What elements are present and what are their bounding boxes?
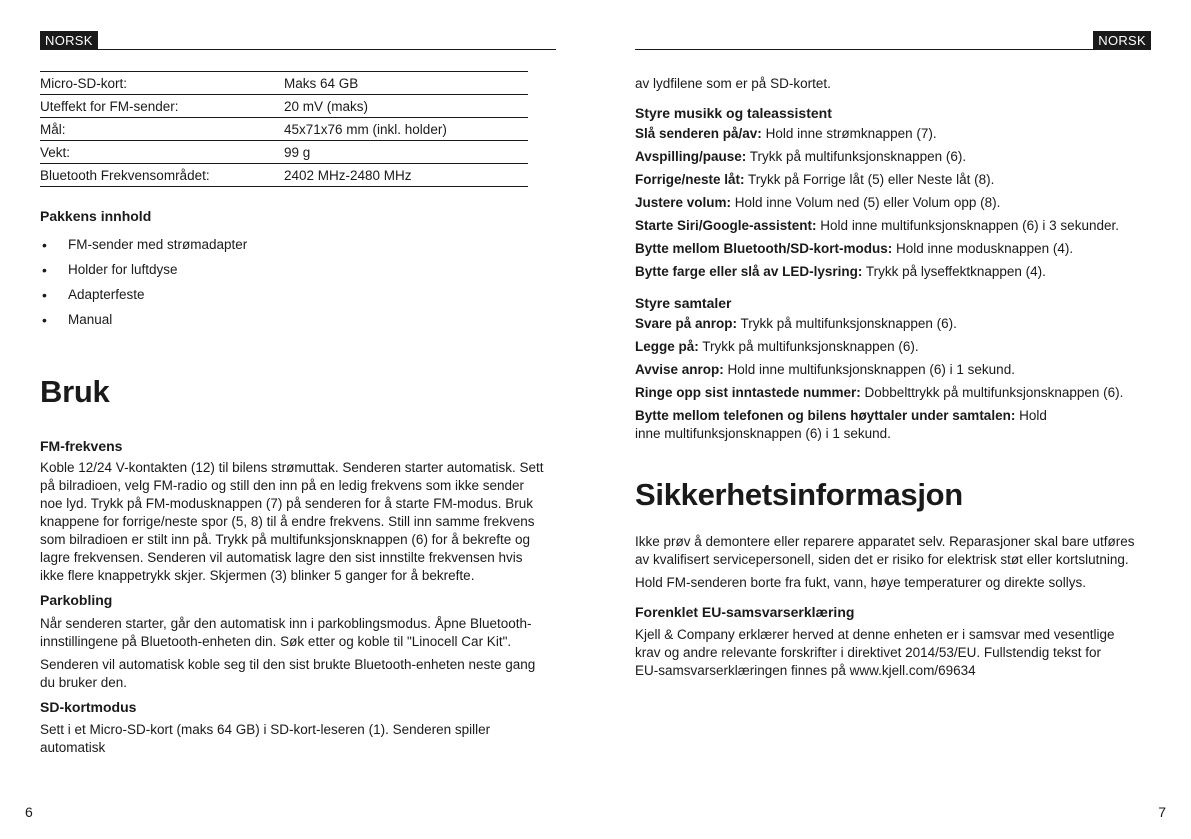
item-label: Bytte mellom telefonen og bilens høyttaler under samtalen:: [635, 408, 1016, 423]
list-item: [635, 315, 1150, 333]
item-text: Trykk på multifunksjonsknappen (6).: [698, 339, 919, 354]
header-rule: [40, 49, 556, 50]
table-row: [40, 118, 528, 141]
language-tag: NORSK: [1093, 31, 1151, 50]
table-row: [40, 141, 528, 164]
list-item: [635, 407, 1055, 443]
sd-title: SD-kortmodus: [40, 699, 137, 715]
eu-text: Kjell & Company erklærer herved at denne enheten er i samsvar med vesentlige krav og andre relevante forskrifter i direktivet 2014/53/EU. Fullstendig tekst for EU-samsvarserklæringen finnes på www.kjell.com/69634: [635, 627, 1115, 678]
item-text: Dobbelttrykk på multifunksjonsknappen (6).: [860, 385, 1124, 400]
calls-title: Styre samtaler: [635, 295, 732, 311]
item-label: Legge på:: [635, 339, 699, 354]
spec-value: 2402 MHz-2480 MHz: [284, 164, 528, 187]
page-number: 7: [1158, 804, 1166, 820]
item-label: Bytte farge eller slå av LED-lysring:: [635, 264, 863, 279]
parking-text-2: Senderen vil automatisk koble seg til den sist brukte Bluetooth-enheten neste gang du bruker den.: [40, 657, 536, 690]
list-item: [635, 148, 1150, 166]
list-item: [635, 361, 1150, 379]
language-tag: NORSK: [40, 31, 98, 50]
page-number: 6: [25, 804, 33, 820]
package-list: [40, 236, 550, 336]
list-item: [635, 125, 1150, 143]
fm-title: FM-frekvens: [40, 438, 123, 454]
table-row: [40, 72, 528, 95]
bullet-icon: •: [42, 237, 47, 253]
list-item: [635, 194, 1150, 212]
right-page: [596, 0, 1191, 839]
item-text: Hold inne multifunksjonsknappen (6) i 1 sekund.: [723, 362, 1015, 377]
spec-table: [40, 71, 528, 187]
item-label: Avspilling/pause:: [635, 149, 747, 164]
spec-value: 20 mV (maks): [284, 95, 528, 118]
package-title: Pakkens innhold: [40, 208, 152, 224]
list-item-text: Manual: [68, 312, 113, 327]
list-item: [635, 217, 1150, 235]
safety-text-2: Hold FM-senderen borte fra fukt, vann, høye temperaturer og direkte sollys.: [635, 575, 1086, 590]
list-item: [40, 286, 550, 311]
table-row: [40, 95, 528, 118]
list-item: [40, 311, 550, 336]
list-item-text: FM-sender med strømadapter: [68, 237, 248, 252]
item-label: Starte Siri/Google-assistent:: [635, 218, 817, 233]
table-row: [40, 164, 528, 187]
bullet-icon: •: [42, 287, 47, 303]
list-item: [635, 263, 1150, 281]
sd-text: Sett i et Micro-SD-kort (maks 64 GB) i SD-kort-leseren (1). Senderen spiller automatisk: [40, 722, 491, 755]
item-label: Svare på anrop:: [635, 316, 738, 331]
spec-label: Bluetooth Frekvensområdet:: [40, 164, 284, 187]
safety-text: Ikke prøv å demontere eller reparere apparatet selv. Reparasjoner skal bare utføres av kvalifisert servicepersonell, siden det er risiko for elektrisk støt eller kortslutning.: [635, 534, 1135, 567]
right-content: [635, 75, 1150, 680]
bullet-icon: •: [42, 262, 47, 278]
item-text: Trykk på multifunksjonsknappen (6).: [737, 316, 957, 331]
item-text: Hold inne multifunksjonsknappen (6) i 3 sekunder.: [816, 218, 1119, 233]
list-item-text: Holder for luftdyse: [68, 262, 178, 277]
safety-heading: Sikkerhetsinformasjon: [635, 477, 963, 512]
fm-text: Koble 12/24 V-kontakten (12) til bilens strømuttak. Senderen starter automatisk. Sett på bilradioen, velg FM-radio og still den inn på en ledig frekvens som ikke sender noe lyd. Trykk på FM-modusknappen (7) på senderen for å starte FM-modus. Bruk knappene for forrige/neste spor (5, 8) til å endre frekvens. Still inn samme frekvens som bilradioen er stilt inn på. Trykk på multifunksjonsknappen (6) for å bekrefte og lagre frekvensen. Senderen vil automatisk lagre den sist innstilte frekvensen hvis ikke flere knappetrykk skjer. Skjermen (3) blinker 5 ganger for å bekrefte.: [40, 460, 544, 583]
list-item: [40, 261, 550, 286]
item-label: Slå senderen på/av:: [635, 126, 762, 141]
usage-heading: Bruk: [40, 374, 110, 409]
eu-title: Forenklet EU-samsvarserklæring: [635, 604, 855, 620]
item-label: Justere volum:: [635, 195, 732, 210]
spec-value: 99 g: [284, 141, 528, 164]
list-item: [635, 240, 1150, 258]
spec-label: Uteffekt for FM-sender:: [40, 95, 284, 118]
item-label: Forrige/neste låt:: [635, 172, 745, 187]
item-text: Trykk på Forrige låt (5) eller Neste låt (8).: [744, 172, 995, 187]
spec-value: Maks 64 GB: [284, 72, 528, 95]
item-text: Hold inne strømknappen (7).: [761, 126, 937, 141]
item-label: Ringe opp sist inntastede nummer:: [635, 385, 861, 400]
spec-value: 45x71x76 mm (inkl. holder): [284, 118, 528, 141]
list-item: [635, 384, 1150, 402]
list-item: [635, 338, 1150, 356]
item-text: Hold inne modusknappen (4).: [892, 241, 1074, 256]
item-text: Trykk på multifunksjonsknappen (6).: [746, 149, 967, 164]
item-label: Avvise anrop:: [635, 362, 724, 377]
parking-title: Parkobling: [40, 592, 113, 608]
item-label: Bytte mellom Bluetooth/SD-kort-modus:: [635, 241, 893, 256]
calls-list: [635, 315, 1150, 443]
parking-text: Når senderen starter, går den automatisk inn i parkoblingsmodus. Åpne Bluetooth-innstillingene på Bluetooth-enheten din. Søk etter og koble til "Linocell Car Kit".: [40, 616, 532, 649]
item-text: Hold inne Volum ned (5) eller Volum opp (8).: [731, 195, 1001, 210]
list-item-text: Adapterfeste: [68, 287, 145, 302]
item-text: Trykk på lyseffektknappen (4).: [862, 264, 1046, 279]
left-content: [40, 71, 550, 757]
list-item: [635, 171, 1150, 189]
item-text: Hold inne multifunksjonsknappen (6) i 1 sekund.: [635, 408, 1047, 441]
spec-label: Vekt:: [40, 141, 284, 164]
left-page: [0, 0, 595, 839]
header-rule: [635, 49, 1151, 50]
spec-label: Mål:: [40, 118, 284, 141]
music-list: [635, 125, 1150, 281]
list-item: [40, 236, 550, 261]
sd-continued-text: av lydfilene som er på SD-kortet.: [635, 76, 831, 91]
spec-label: Micro-SD-kort:: [40, 72, 284, 95]
music-title: Styre musikk og taleassistent: [635, 105, 832, 121]
bullet-icon: •: [42, 312, 47, 328]
